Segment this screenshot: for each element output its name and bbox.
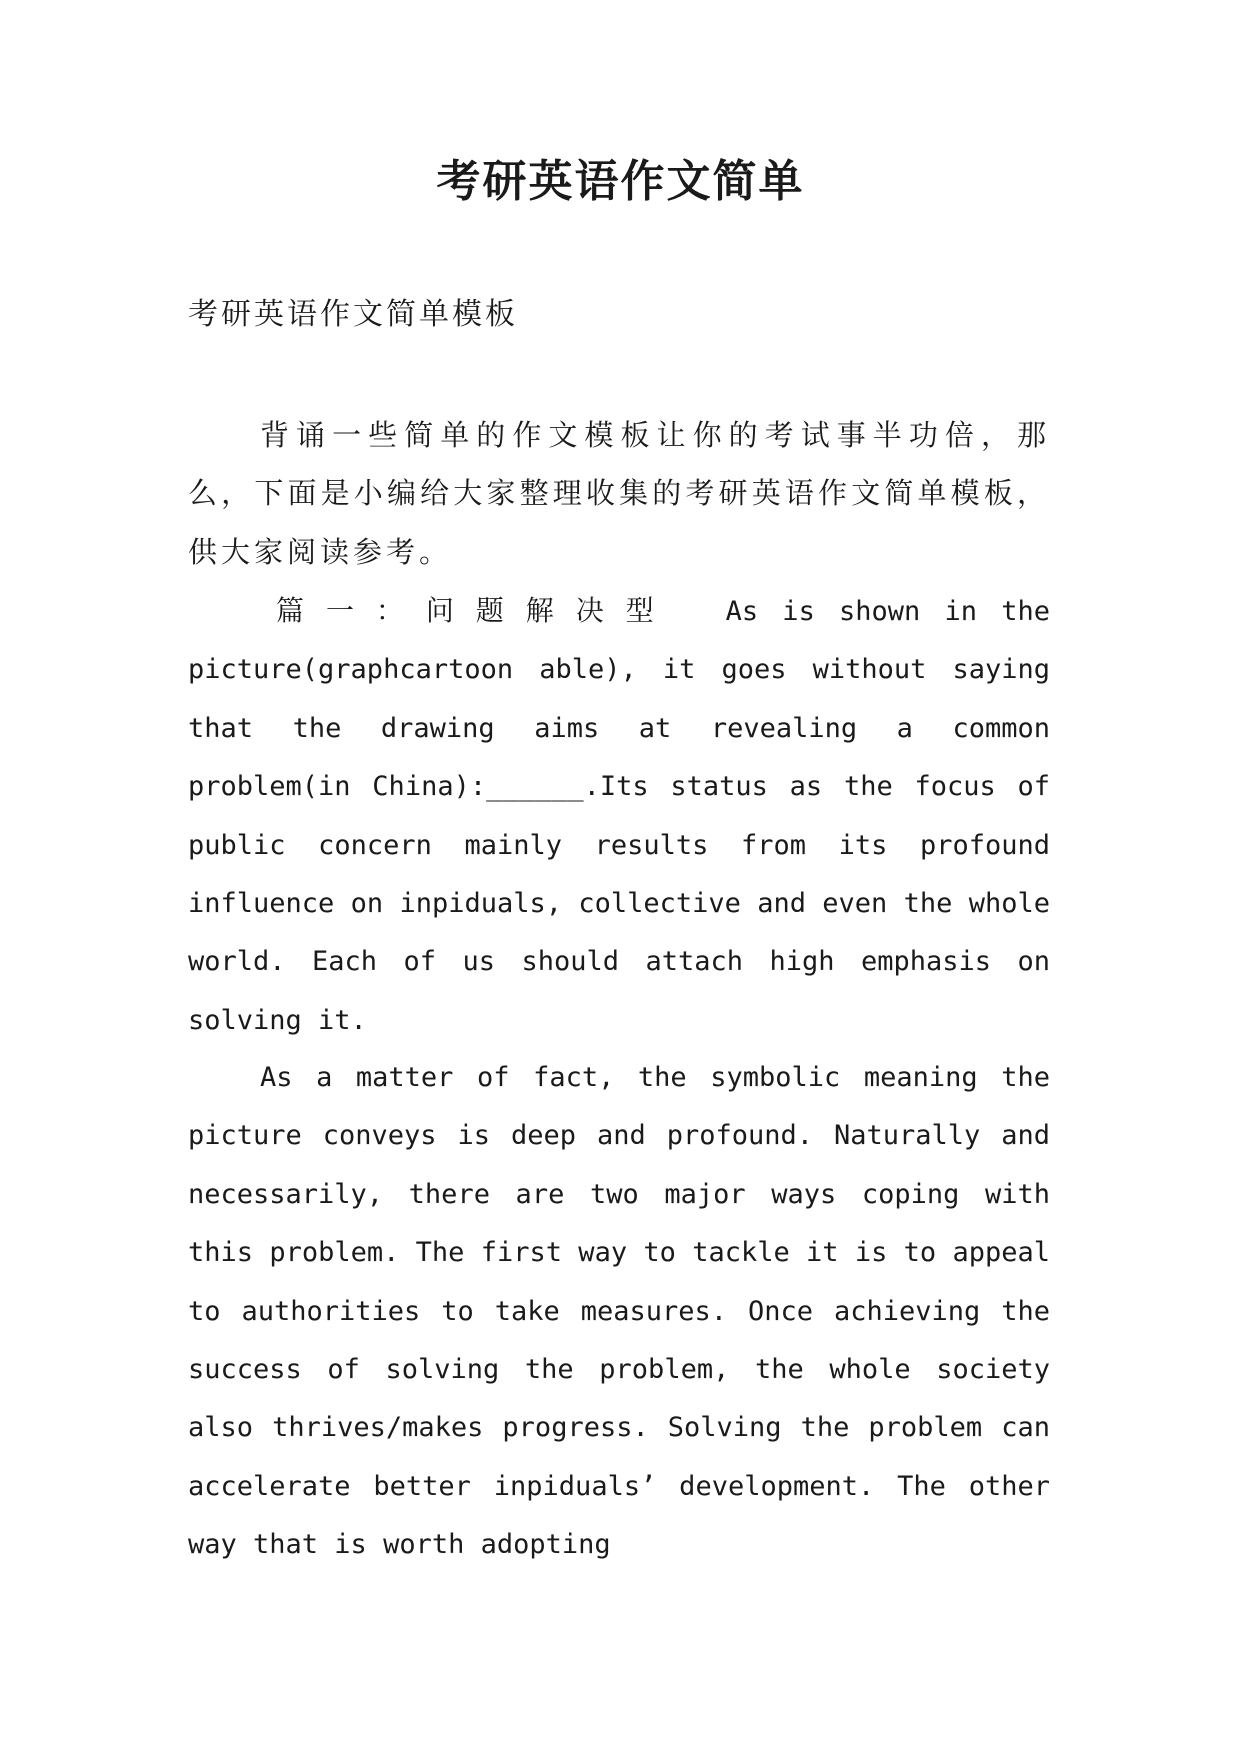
document-subtitle: 考研英语作文简单模板	[188, 297, 518, 332]
intro-paragraph: 背诵一些简单的作文模板让你的考试事半功倍，那么，下面是小编给大家整理收集的考研英语作文简单模板，供大家阅读参考。	[188, 418, 1050, 569]
section1-text: As is shown in the picture(graphcartoon able), it goes without saying that the drawing aims at revealing a common problem(in China):______.Its status as the focus of public concern mainly results from its profound influence on inpiduals, collective and even the whole world. Each of us should attach high emphasis on solving it.	[188, 596, 1050, 1036]
section1-heading: 篇一：问题解决型	[276, 594, 676, 627]
section1-paragraph	[188, 582, 1050, 1050]
page-title: 考研英语作文简单	[436, 156, 805, 207]
section2-paragraph: As a matter of fact, the symbolic meaning the picture conveys is deep and profound. Naturally and necessarily, there are two major ways coping with this problem. The first way to tackle it is to appeal to authorities to take measures. Once achieving the success of solving the problem, the whole society also thrives/makes progress. Solving the problem can accelerate better inpiduals’ development. The other way that is worth adopting	[188, 1062, 1050, 1561]
